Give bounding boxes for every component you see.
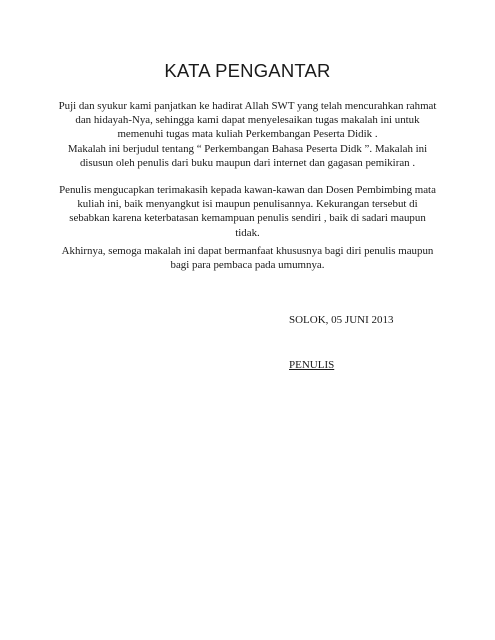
paragraph-thanks — [52, 183, 443, 240]
paragraph-line: Akhirnya, semoga makalah ini dapat bermanfaat khususnya bagi diri penulis maupun — [61, 245, 434, 257]
paragraph-closing — [52, 244, 443, 272]
author-signature: PENULIS — [289, 359, 335, 371]
paragraph-line: memenuhi tugas mata kuliah Perkembangan Peserta Didik . — [117, 128, 378, 141]
paragraph-line: tidak. — [235, 226, 260, 239]
paragraph-line: kuliah ini, baik menyangkut isi maupun penulisannya. Kekurangan tersebut di — [77, 198, 418, 211]
document-title: KATA PENGANTAR — [164, 60, 331, 81]
paragraph-line: Makalah ini berjudul tentang “ Perkembangan Bahasa Peserta Didk ”. Makalah ini — [67, 142, 428, 155]
paragraph-line: bagi para pembaca pada umumnya. — [170, 259, 325, 272]
place-date: SOLOK, 05 JUNI 2013 — [289, 314, 394, 326]
paragraph-line: Puji dan syukur kami panjatkan ke hadirat Allah SWT yang telah mencurahkan rahmat — [58, 100, 437, 112]
paragraph-line: disusun oleh penulis dari buku maupun dari internet dan gagasan pemikiran . — [79, 156, 416, 169]
paragraph-line: dan hidayah-Nya, sehingga kami dapat menyelesaikan tugas makalah ini untuk — [75, 114, 420, 127]
paragraph-line: sebabkan karena keterbatasan kemampuan penulis sendiri , baik di sadari maupun — [69, 212, 426, 225]
paragraph-line: Penulis mengucapkan terimakasih kepada kawan-kawan dan Dosen Pembimbing mata — [59, 184, 436, 196]
paragraph-opening — [52, 99, 443, 170]
